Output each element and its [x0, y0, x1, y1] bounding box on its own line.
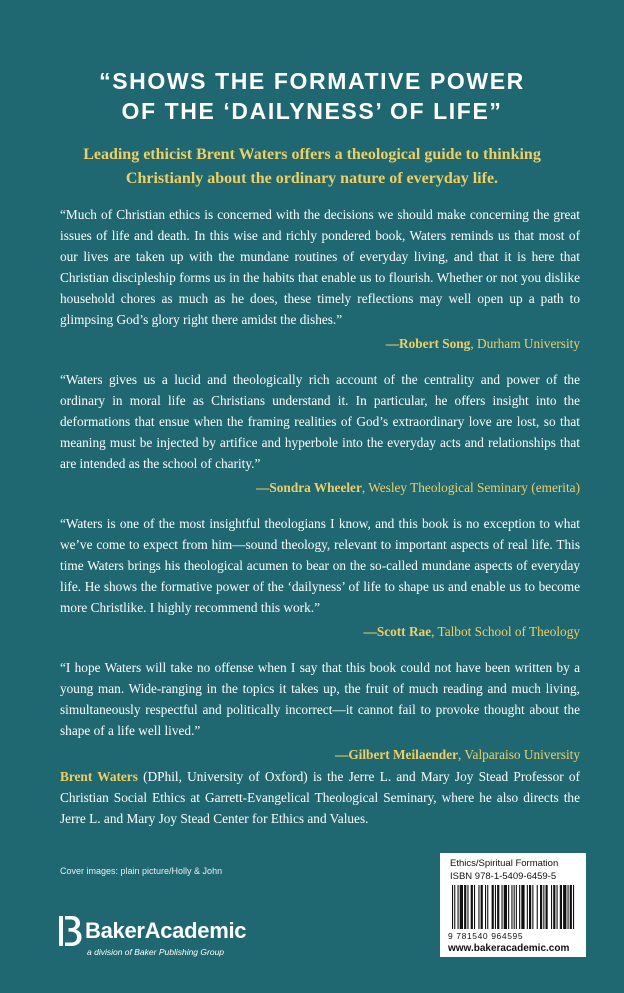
- author-bio-text: (DPhil, University of Oxford) is the Jerre L. and Mary Joy Stead Professor of Christian Social Ethics at Garrett-Evangelical Theological Seminary, where he also directs the Jerre L. and Mary Joy Stead Center for Ethics and Values.: [60, 769, 580, 826]
- endorser-name: —Sondra Wheeler: [256, 480, 362, 495]
- publisher-name: BakerAcademic: [85, 918, 247, 943]
- baker-b-logo-icon: [57, 914, 83, 948]
- barcode-panel: [440, 853, 586, 957]
- barcode-bar: [485, 885, 486, 929]
- endorsement: [60, 513, 580, 642]
- barcode-bar: [516, 885, 517, 929]
- barcode-bar: [481, 885, 483, 929]
- endorser-institution: , Valparaiso University: [458, 747, 580, 762]
- endorsement-attribution: [60, 621, 580, 642]
- endorser-institution: , Durham University: [470, 336, 580, 351]
- endorsement-text: “I hope Waters will take no offense when I say that this book could not have been written by a young man. Wide-ranging in the topics it takes up, the fruit of much reading and much living, simultaneously respectful and politically incorrect—it cannot fail to provoke thought about the shape of a life well lived.”: [60, 660, 580, 738]
- barcode-bar: [546, 885, 548, 929]
- barcode-bar: [508, 885, 509, 929]
- barcode-bar: [497, 885, 499, 929]
- cover-image-credit: Cover images: plain picture/Holly & John: [60, 866, 223, 876]
- barcode-bar: [478, 885, 479, 929]
- barcode-bar: [553, 885, 555, 929]
- barcode-bar: [527, 885, 528, 929]
- barcode-bar: [460, 885, 463, 929]
- endorsement-text: “Much of Christian ethics is concerned with the decisions we should make concerning the great issues of life and death. In this wise and richly pondered book, Waters reminds us that most of our lives are taken up with the mundane routines of everyday living, and that it is here that Christian discipleship forms us in the habits that enable us to flourish. Whether or not you dislike household chores as much as he does, these timely reflections may well open up a path to glimpsing God’s glory right there amidst the dishes.”: [60, 207, 580, 327]
- barcode-bar: [519, 885, 520, 929]
- endorsements: [60, 204, 580, 765]
- endorsement-text: “Waters is one of the most insightful theologians I know, and this book is no exception to what we’ve come to expect from him—sound theology, relevant to important aspects of real life. This time Waters brings his theological acumen to bear on the so-called mundane aspects of everyday life. He shows the formative power of the ‘dailyness’ of life to shape us and enable us to become more Christlike. I highly recommend this work.”: [60, 516, 580, 615]
- barcode-bar: [514, 885, 515, 929]
- endorsement: [60, 657, 580, 765]
- endorser-name: —Scott Rae: [363, 624, 432, 639]
- barcode-bar: [492, 885, 494, 929]
- endorser-name: —Robert Song: [385, 336, 471, 351]
- endorsement-attribution: [60, 333, 580, 354]
- barcode-bar: [573, 885, 574, 929]
- headline-line-1: “SHOWS THE FORMATIVE POWER: [99, 68, 525, 94]
- endorsement-attribution: [60, 744, 580, 765]
- barcode-bar: [537, 885, 538, 929]
- barcode-bar: [521, 885, 524, 929]
- author-name: Brent Waters: [60, 769, 138, 784]
- barcode-bar: [458, 885, 459, 929]
- barcode-bar: [511, 885, 512, 929]
- barcode-bar: [560, 885, 562, 929]
- barcode-bar: [474, 885, 475, 929]
- barcode-bar: [529, 885, 531, 929]
- barcode-bar: [495, 885, 496, 929]
- barcode-bar: [540, 885, 542, 929]
- lead-line-1: Leading ethicist Brent Waters offers a theological guide to thinking: [83, 146, 541, 163]
- endorsement: [60, 369, 580, 498]
- barcode-bar: [452, 885, 453, 929]
- barcode-bars: [448, 885, 578, 931]
- lead-summary: [40, 143, 584, 191]
- barcode-bar: [464, 885, 466, 929]
- lead-line-2: Christianly about the ordinary nature of everyday life.: [125, 170, 499, 187]
- headline: [40, 66, 584, 126]
- endorser-institution: , Wesley Theological Seminary (emerita): [361, 480, 580, 495]
- endorsement-attribution: [60, 477, 580, 498]
- publisher-tagline: a division of Baker Publishing Group: [87, 947, 225, 957]
- barcode-digits: 9 781540 964595: [448, 931, 524, 941]
- barcode-bar: [487, 885, 488, 929]
- isbn-label: ISBN 978-1-5409-6459-5: [450, 871, 557, 882]
- publisher-website: www.bakeracademic.com: [448, 943, 570, 954]
- subject-category: Ethics/Spiritual Formation: [450, 858, 559, 869]
- barcode-bar: [532, 885, 533, 929]
- barcode-bar: [454, 885, 455, 929]
- endorsement: [60, 204, 580, 354]
- publisher-logo: [57, 912, 287, 962]
- author-bio: [60, 766, 580, 829]
- barcode-bar: [502, 885, 503, 929]
- barcode-bar: [467, 885, 468, 929]
- barcode-bar: [543, 885, 544, 929]
- barcode-bar: [570, 885, 572, 929]
- headline-line-2: OF THE ‘DAILYNESS’ OF LIFE”: [121, 98, 503, 124]
- barcode-bar: [563, 885, 566, 929]
- barcode-bar: [471, 885, 473, 929]
- endorsement-text: “Waters gives us a lucid and theologically rich account of the centrality and power of the ordinary in moral life as Christians understand it. In particular, he offers insight into the deformations that ensue when the framing realities of God’s extraordinary love are lost, so that meaning must be injected by artifice and hyperbole into the everyday acts and relationships that are intended as the school of charity.”: [60, 372, 580, 471]
- barcode-bar: [551, 885, 552, 929]
- endorser-institution: , Talbot School of Theology: [431, 624, 580, 639]
- barcode-bar: [557, 885, 558, 929]
- barcode-bar: [504, 885, 507, 929]
- barcode-bar: [568, 885, 569, 929]
- endorser-name: —Gilbert Meilaender: [335, 747, 458, 762]
